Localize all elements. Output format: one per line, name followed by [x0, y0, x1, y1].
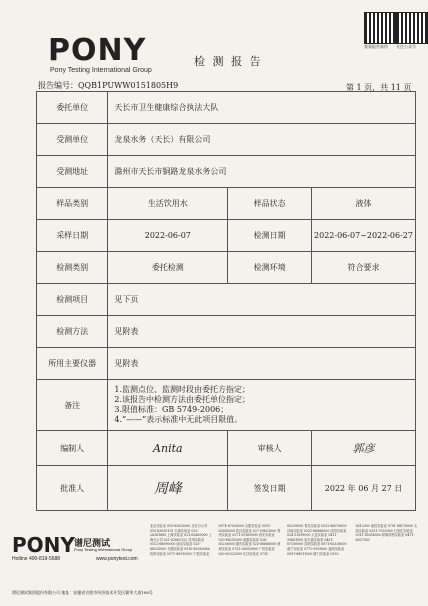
reviewer-label: 审核人 — [228, 431, 312, 466]
sample-state-value: 液体 — [312, 188, 416, 220]
sampling-date-label: 采样日期 — [37, 220, 108, 252]
table-row — [37, 348, 416, 380]
test-date-label: 检测日期 — [228, 220, 312, 252]
test-items-value: 见下页 — [108, 284, 416, 316]
test-category-label: 检测类别 — [37, 252, 108, 284]
issue-date-value: 2022 年 06 月 27 日 — [312, 466, 416, 511]
issue-date-label: 签发日期 — [228, 466, 312, 511]
qr-code-follow[interactable] — [396, 12, 428, 44]
test-env-label: 检测环境 — [228, 252, 312, 284]
instruments-value: 见附表 — [108, 348, 416, 380]
client-label: 委托单位 — [37, 92, 108, 124]
test-items-label: 检测项目 — [37, 284, 108, 316]
branch-list: 北京实验室 010-83055000 北京分公司 010-83055191 天津实验室 022-26381860 上海实验室 021-62665000 上海分公司 021-62665122 苏州实验室 0512-68090000 南京实验室 025-68525000 无锡实验室 0510-85383086 杭州实验室 0571-86915000 宁波实验室 0574-87926000 合肥实验室 0551-62685000 武汉实验室 027-59623000 郑州实验室 0371-67885000 西安实验室 029-88255000 成都实验室 028-85256000 重庆实验室 023-68686000 深圳实验室 0755-26050909 广州实验室 020-82323000 长沙实验室 0731-85295000 青岛实验室 0532-86076000 济南实验室 0531-88866000 沈阳实验室 024-31599000 大连实验室 0411-39661000 哈尔滨实验室 0451-87100000 昆明实验室 0871-65336000 南宁实验室 0771-5559000 福州实验室 0591-88011000 厦门实验室 0592-5612000 南昌实验室 0791-88176000 太原实验室 0351-7025000 石家庄实验室 0311-85356000 呼和浩特实验室 0471-6927000 — [150, 524, 418, 556]
instruments-label: 所用主要仪器 — [37, 348, 108, 380]
website-link[interactable]: www.ponytest.com — [96, 556, 138, 562]
hotline: Hotline 400-819-5688 — [12, 556, 61, 562]
note-line: 3.限值标准：GB 5749-2006； — [114, 405, 229, 414]
address-label: 受测地址 — [37, 156, 108, 188]
company-logo-sub: Pony Testing International Group — [50, 67, 152, 74]
table-row — [37, 431, 416, 466]
compiler-signature: Anita — [108, 431, 228, 466]
sample-type-value: 生活饮用水 — [108, 188, 228, 220]
note-line: 1.监测点位、监测时段由委托方指定； — [114, 385, 251, 394]
compiler-label: 编制人 — [37, 431, 108, 466]
test-category-value: 委托检测 — [108, 252, 228, 284]
report-title: 检 测 报 告 — [194, 55, 263, 68]
test-env-value: 符合要求 — [312, 252, 416, 284]
client-value: 天长市卫生健康综合执法大队 — [108, 92, 416, 124]
test-method-value: 见附表 — [108, 316, 416, 348]
page-info: 第 1 页，共 11 页 — [346, 83, 412, 92]
note-line: 4.“——”表示标准中无此项目限值。 — [114, 415, 243, 424]
footer-brand-cn: 谱尼测试 — [74, 539, 111, 549]
qr-code-verify[interactable] — [364, 12, 396, 44]
table-row — [37, 284, 416, 316]
inspected-value: 龙泉水务（天长）有限公司 — [108, 124, 416, 156]
test-method-label: 检测方法 — [37, 316, 108, 348]
table-row — [37, 92, 416, 124]
sampling-date-value: 2022-06-07 — [108, 220, 228, 252]
qr-verify-label: 查看报告真伪 — [364, 44, 388, 49]
report-number: 报告编号：QQB1PUWW0151805H9 — [38, 81, 179, 90]
address-value: 滁州市天长市铜路龙泉水务公司 — [108, 156, 416, 188]
qr-follow-label: 关注公众号 — [396, 44, 416, 49]
footer-logo: PONY — [12, 533, 75, 557]
inspected-label: 受测单位 — [37, 124, 108, 156]
company-logo: PONY — [48, 33, 147, 68]
notes-label: 备注 — [37, 380, 108, 431]
footer-brand-en: Pony Testing International Group — [74, 547, 133, 552]
footer-address: 谱尼测试集团股份有限公司 地址：安徽省合肥市经济技术开发区繁华大道188号 — [12, 590, 153, 595]
report-info-table — [36, 91, 416, 511]
table-row — [37, 124, 416, 156]
approver-signature: 周峰 — [108, 466, 228, 511]
table-row — [37, 380, 416, 431]
table-row — [37, 252, 416, 284]
sample-state-label: 样品状态 — [228, 188, 312, 220]
table-row — [37, 156, 416, 188]
approver-label: 批准人 — [37, 466, 108, 511]
test-date-value: 2022-06-07~2022-06-27 — [312, 220, 416, 252]
notes-value — [108, 380, 416, 431]
reviewer-signature: 郭彦 — [312, 431, 416, 466]
note-line: 2.该报告中检测方法由委托单位指定； — [114, 395, 251, 404]
table-row — [37, 316, 416, 348]
table-row — [37, 188, 416, 220]
table-row — [37, 220, 416, 252]
sample-type-label: 样品类别 — [37, 188, 108, 220]
table-row — [37, 466, 416, 511]
